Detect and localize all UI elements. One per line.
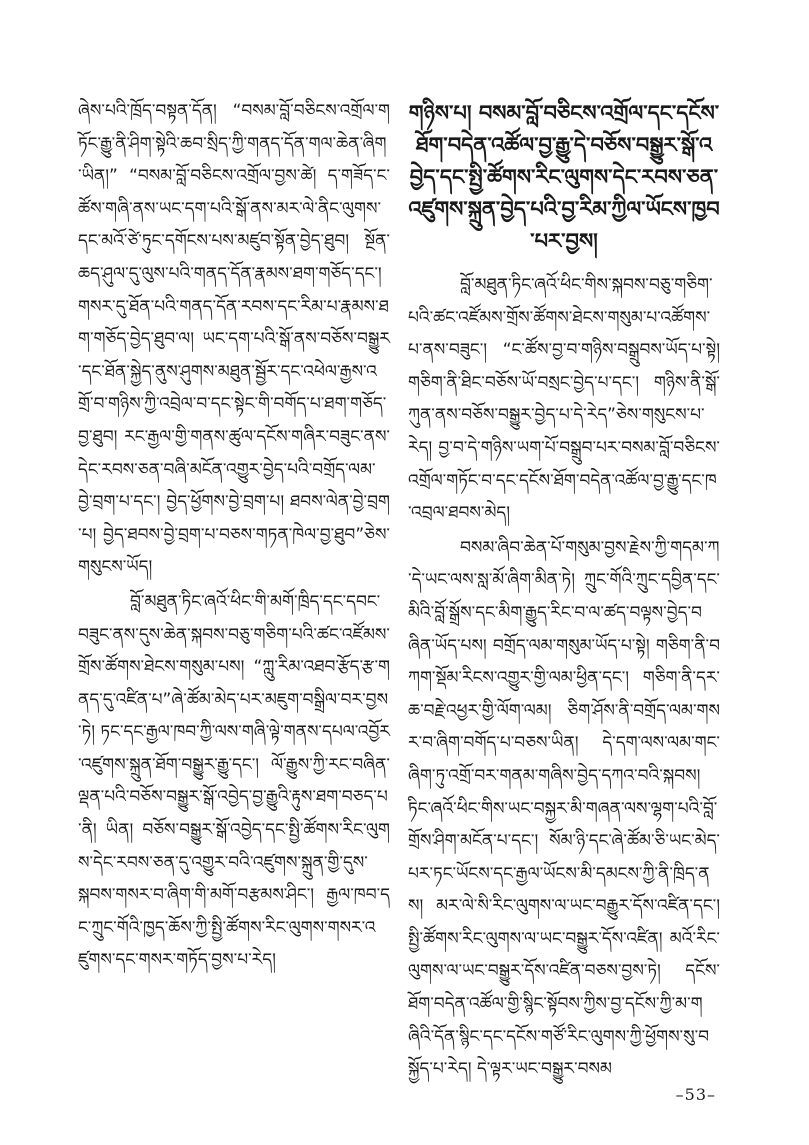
right-paragraph-1: བློ་མཐུན་ཏིང་ཞའོ་ཕིང་གིས་སྐབས་བཅུ་གཅིག་པའི་ཚང་འཛོམས་གྲོས་ཚོགས་ཐེངས་གསུམ་པ་འཚོགས་པ་ནས་བཟུང་། “ང་ཚོས་བྱ་བ་གཉིས་བསྒྲུབས་ཡོད་པ་སྟེ། གཅིག་ནི་ཐིང་བཅོས་ཡོ་བསྲང་བྱེད་པ་དང་། གཉིས་ནི་སྒོ་ཀུན་ནས་བཅོས་བསྒྱུར་བྱེད་པ་དེ་རེད”ཅེས་གསུངས་པ་རེད། བྱ་བ་དེ་གཉིས་ཡག་པོ་བསྒྲུབ་པར་བསམ་བློ་བཅིངས་འགྲོལ་གཏོང་བ་དང་དངོས་ཐོག་བདེན་འཚོལ་བྱ་རྒྱུ་དང་ཁ་འབྲལ་ཐབས་མེད།: [408, 275, 720, 524]
page-number: –53–: [675, 1085, 716, 1104]
right-paragraph-2: བསམ་ཞིབ་ཆེན་པོ་གསུམ་བྱས་རྗེས་ཀྱི་གདམ་ཀ་དེ་ཡང་ལས་སླ་མོ་ཞིག་མིན་ཏེ། ཀྲུང་གོའི་ཀྲུང་དབྱིན་དང་མིའི་བློ་སྒྲོས་དང་མིག་རྒྱུད་རིང་བ་ལ་ཚད་བལྟས་བྱེད་བཞིན་ཡོད་པས། བགྲོད་ལམ་གསུམ་ཡོད་པ་སྟེ། གཅིག་ནི་བཀག་སྡོམ་རིངས་འགྱུར་གྱི་ལམ་ཕྱིན་དང་། གཅིག་ནི་དར་ཆ་བརྗེ་འཕྱར་གྱི་ལོག་ལམ། ཅིག་ཤོས་ནི་བགྲོད་ལམ་གསར་བ་ཞིག་བགོད་པ་བཅས་ཡིན། དེ་དག་ལས་ལམ་གང་ཞིག་ཏུ་འགྲོ་བར་གནམ་གཞིས་བྱེད་དཀའ་བའི་སྐབས། ཏིང་ཞའོ་ཕིང་གིས་ཡང་བསྐྱར་མི་གཞན་ལས་ལྷག་པའི་བློ་གྲོས་ཤིག་མངོན་པ་དང་། སོམ་ཉི་དང་ཞེ་ཚོམ་ཅི་ཡང་མེད་པར་ཏང་ཡོངས་དང་རྒྱལ་ཡོངས་མི་དམངས་ཀྱི་ནི་ཁྲིད་ནས། མར་ལེ་སི་རིང་ལུགས་ལ་ཡང་བརྒྱུར་དོས་འཛིན་དང་། སྤྱི་ཚོགས་རིང་ལུགས་ལ་ཡང་བསྒྱུར་དོས་འཛིན། མའོ་རིང་ལུགས་ལ་ཡང་བསྒྱུར་དོས་འཛིན་བཅས་བྱས་ཏེ། དངོས་ཐོག་བདེན་འཚོལ་གྱི་སྙིང་སྟོབས་ཀྱིས་བྱ་དངོས་ཀྱི་མ་གཞིའི་དོན་སྙིང་དང་དངོས་གཙོ་རིང་ལུགས་ཀྱི་ཕྱོགས་སུ་བསྐྱོད་པ་རེད། དེ་ལྟར་ཡང་བསྒྱུར་བསམ: [408, 537, 720, 1080]
right-column: [408, 95, 720, 1088]
left-paragraph-2: བློ་མཐུན་ཏིང་ཞའོ་ཕིང་གི་མགོ་ཁྲིད་དང་དབང་བཟུང་ནས་དུས་ཆེན་སྐབས་བཅུ་གཅིག་པའི་ཚང་འཛོམས་གྲོས་ཚོགས་ཐེངས་གསུམ་པས། “ཀླུ་རིམ་འཐབ་རྩོད་རྩ་གནད་དུ་འཛིན་པ”ཞེ་ཚོམ་མེད་པར་མཇུག་བསྒྲིལ་བར་བྱས་ཏེ། ཏང་དང་རྒྱལ་ཁབ་ཀྱི་ལས་གཞི་ལྟེ་གནས་དཔལ་འབྱོར་འཛུགས་སྐྲུན་ཐོག་བསྒྱུར་རྒྱུ་དང་། ལོ་རྒྱུས་ཀྱི་རང་བཞིན་ལྡན་པའི་བཅོས་བསྒྱུར་སྒོ་འབྱེད་བྱ་རྒྱུའི་རྟུས་ཐག་བཅད་པ་ནི། ཡིན། བཅོས་བསྒྱུར་སྒོ་འབྱེད་དང་སྤྱི་ཚོགས་རིང་ལུགས་དེང་རབས་ཅན་དུ་འགྱུར་བའི་འཛུགས་སྐྲུན་གྱི་དུས་སྐབས་གསར་བ་ཞིག་གི་མགོ་བརྩམས་ཤིང་། རྒྱལ་ཁབ་དང་ཀྲུང་གོའི་ཁྱད་ཆོས་ཀྱི་སྤྱི་ཚོགས་རིང་ལུགས་གསར་འཛུགས་དང་གསར་གཏོད་བྱས་པ་རེད།: [78, 591, 390, 971]
section-heading: གཉིས་པ། བསམ་བློ་བཅིངས་འགྲོལ་དང་དངོས་ཐོག་བདེན་འཚོལ་བྱ་རྒྱུ་དེ་བཅོས་བསྒྱུར་སྒོ་འབྱེད་དང་སྤྱི་ཚོགས་རིང་ལུགས་དེང་རབས་ཅན་འཛུགས་སྐྲུན་བྱེད་པའི་བྱ་རིམ་ཀྱིལ་ཡོངས་ཁྱབ་པར་བྱས།: [408, 101, 720, 253]
left-column: [78, 95, 390, 979]
left-paragraph-1: ཞེས་པའི་ཁྲོད་བསྟན་དོན། “བསམ་བློ་བཅིངས་འགྲོལ་གཏོང་རྒྱུ་ནི་ཤིག་སྟེའི་ཆབ་སྲིད་ཀྱི་གནད་དོན་གལ་ཆེན་ཞིག་ཡིན།” “བསམ་བློ་བཅིངས་འགྲོལ་བྱས་ཚེ། ད་གཟོད་ང་ཚོས་གཞི་ནས་ཡང་དག་པའི་སྒོ་ནས་མར་ལེ་ནིང་ལུགས་དང་མའོ་ཙེ་ཏུང་དགོངས་པས་མཛུབ་སྟོན་བྱེད་ཐུབ། སྔོན་ཆད་ཤུལ་དུ་ལུས་པའི་གནད་དོན་རྣམས་ཐག་གཅོད་དང་། གསར་དུ་ཐོན་པའི་གནད་དོན་རབས་དང་རིམ་པ་རྣམས་ཐག་གཅོད་བྱེད་ཐུབ་ལ། ཡང་དག་པའི་སྒོ་ནས་བཅོས་བསྒྱུར་དང་ཐོན་སྐྱེད་ནུས་ཤུགས་མཐུན་སྦྱོར་དང་འཕེལ་རྒྱས་འགྲོ་བ་གཉིས་ཀྱི་འབྲེལ་བ་དང་སྟེང་གི་བགོད་པ་ཐག་གཅོད་བྱ་ཐུབ། རང་རྒྱལ་གྱི་གནས་ཚུལ་དངོས་གཞིར་བཟུང་ནས་དེང་རབས་ཅན་བཞི་མངོན་འགྱུར་བྱེད་པའི་བགྲོད་ལམ་བྱེ་བྲག་པ་དང་། བྱེད་ཕྱོགས་བྱེ་བྲག་པ། ཐབས་ལེན་བྱེ་བྲག་པ། བྱེད་ཐབས་བྱེ་བྲག་པ་བཅས་གཏན་ཁེལ་བྱ་ཐུབ”ཅེས་གསུངས་ཡོད།: [78, 101, 390, 578]
